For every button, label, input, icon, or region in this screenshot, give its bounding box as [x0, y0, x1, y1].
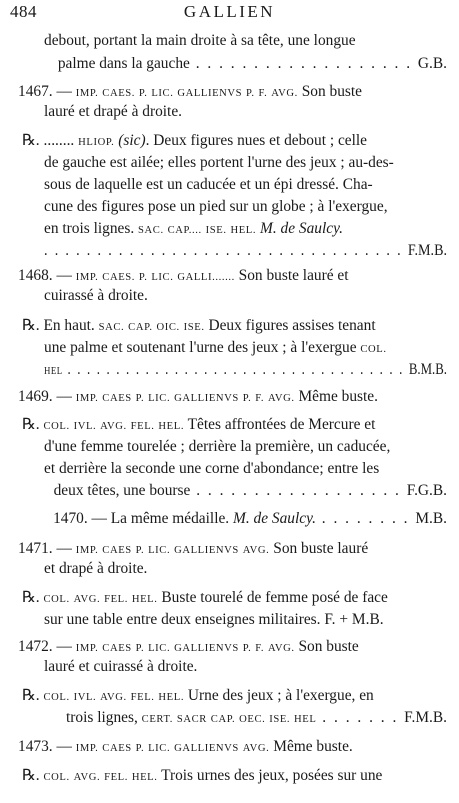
line-text: une palme et soutenant l'urne des jeux ; à l'exergue COL.: [44, 339, 387, 356]
line-text: trois lignes, CERT. SACR CAP. OEC. ISE. HEL: [66, 709, 317, 726]
dot-leader: . . . . . . . . . . . . . . . . . .: [190, 482, 407, 499]
dot-leader: . . . . . . . . . . . . . . . . . . .: [189, 55, 418, 72]
line-text: debout, portant la main droite à sa tête, une longue: [44, 32, 356, 49]
line-text: cune des figures pose un pied sur un globe ; à l'exergue,: [44, 198, 388, 215]
text-line: [44, 708, 447, 728]
text-line: [44, 559, 147, 579]
line-text: palme dans la gauche: [57, 55, 190, 72]
size-grade: M.B.: [415, 510, 447, 527]
line-text: ℞. COL. AVG. FEL. HEL. Trois urnes des jeux, posées sur une: [22, 767, 383, 784]
text-line: [44, 54, 447, 74]
text-line: [22, 415, 375, 435]
line-text: ℞. COL. IVL. AVG. FEL. HEL. Urne des jeux ; à l'exergue, en: [22, 687, 374, 704]
text-line: [18, 637, 359, 657]
text-line: [18, 509, 447, 529]
line-text: deux têtes, une bourse: [53, 482, 191, 499]
text-line: [44, 31, 356, 51]
line-text: HEL: [44, 366, 63, 377]
line-text: 1472. — IMP. CAES P. LIC. GALLIENVS P. F. AVG. Son buste: [18, 638, 359, 655]
running-title: GALLIEN: [183, 2, 276, 21]
line-text: et derrière la seconde une corne d'abondance; entre les: [44, 460, 380, 477]
text-line: [44, 360, 447, 380]
text-line: [18, 737, 353, 757]
text-line: [44, 219, 343, 239]
size-grade: G.B.: [417, 55, 447, 72]
text-line: [22, 316, 376, 336]
line-text: 1473. — IMP. CAES P. LIC. GALLIENVS AVG. Même buste.: [18, 738, 353, 755]
text-line: [44, 481, 447, 501]
line-text: 1467. — IMP. CAES. P. LIC. GALLIENVS P. F. AVG. Son buste: [18, 83, 362, 100]
line-text: 1471. — IMP. CAES P. LIC. GALLIENVS AVG. Son buste lauré: [18, 540, 369, 557]
text-line: [18, 387, 378, 407]
text-line: [44, 286, 148, 306]
text-line: [22, 686, 374, 706]
line-text: 1469. — IMP. CAES P. LIC. GALLIENVS P. F. AVG. Même buste.: [18, 388, 378, 405]
dot-leader: . . . . . . . .: [315, 510, 416, 527]
line-text: sous de laquelle est un caducée et un épi dressé. Cha-: [44, 176, 373, 193]
size-grade: F.G.B.: [406, 482, 447, 499]
text-line: [18, 539, 368, 559]
dot-leader: . . . . . . . . . . . . . . . . . . . . . . . . . . . . . . . . . .: [44, 242, 408, 259]
line-text: ℞. ........ HLIOP. (sic). Deux figures nues et debout ; celle: [22, 132, 367, 149]
text-line: [22, 588, 388, 608]
dot-leader: . . . . . . . . . . . . . . . . . . . . . . . . . . . . . . . . . . .: [62, 361, 409, 378]
size-grade: F.M.B.: [404, 709, 447, 726]
line-text: en trois lignes. SAC. CAP.... ISE. HEL. M. de Saulcy.: [44, 220, 343, 237]
line-text: ℞. COL. IVL. AVG. FEL. HEL. Têtes affrontées de Mercure et: [22, 416, 376, 433]
line-text: d'une femme tourelée ; derrière la première, un caducée,: [44, 438, 391, 455]
text-line: [18, 266, 349, 286]
dot-leader: . . . . . . .: [316, 709, 405, 726]
text-line: [44, 197, 388, 217]
text-line: [44, 241, 447, 261]
text-line: [44, 459, 379, 479]
text-line: [44, 437, 390, 457]
line-text: ℞. COL. AVG. FEL. HEL. Buste tourelé de femme posé de face: [22, 589, 388, 606]
line-text: ℞. En haut. SAC. CAP. OIC. ISE. Deux figures assises tenant: [22, 317, 376, 334]
line-text: sur une table entre deux enseignes militaires. F. + M.B.: [44, 611, 384, 628]
line-text: cuirassé à droite.: [44, 287, 148, 304]
line-text: et drapé à droite.: [44, 560, 148, 577]
line-text: lauré et drapé à droite.: [44, 103, 183, 120]
text-line: [44, 102, 182, 122]
line-text: de gauche est ailée; elles portent l'urne des jeux ; au-des-: [44, 154, 394, 171]
text-line: [44, 657, 197, 677]
page-number: 484: [10, 2, 37, 21]
line-text: lauré et cuirassé à droite.: [44, 658, 198, 675]
size-grade: B.M.B.: [408, 361, 447, 378]
text-line: [44, 338, 387, 358]
text-line: [44, 153, 394, 173]
text-line: [44, 610, 384, 630]
text-line: [44, 175, 373, 195]
size-grade: F.M.B.: [407, 242, 447, 259]
text-line: [18, 82, 362, 102]
line-text: 1468. — IMP. CAES. P. LIC. GALLI....... Son buste lauré et: [18, 267, 349, 284]
text-line: [22, 766, 382, 786]
line-text: 1470. — La même médaille. M. de Saulcy.: [53, 510, 316, 527]
page-header: [0, 2, 459, 24]
text-line: [22, 131, 367, 151]
